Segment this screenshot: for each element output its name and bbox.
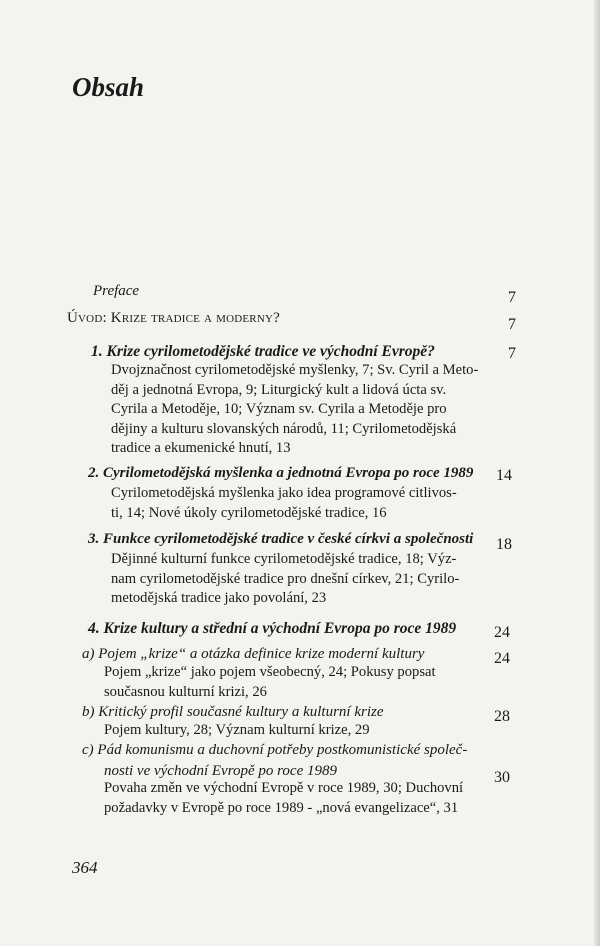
toc-chapter-1-description: Dvojznačnost cyrilometodějské myšlenky, 7; Sv. Cyril a Meto- děj a jednotná Evropa, 9; Liturgický kult a lidová úcta sv. Cyrila a Metoděje, 10; Význam sv. Cyrila a Metoděje pro dějiny a kulturu slovanských národů, 11; Cyrilometodějská tradice a ekumenické hnutí, 13 — [111, 362, 479, 457]
toc-chapter-4-page: 24 — [494, 624, 510, 641]
toc-section-4b-description: Pojem kultury, 28; Význam kulturní krize, 29 — [104, 722, 370, 738]
toc-intro-page: 7 — [508, 316, 516, 333]
toc-chapter-1-title[interactable]: 1. Krize cyrilometodějské tradice ve východní Evropě? — [91, 343, 435, 360]
toc-chapter-3-title[interactable]: 3. Funkce cyrilometodějské tradice v české církvi a společnosti — [88, 531, 474, 547]
toc-chapter-3-page: 18 — [496, 536, 512, 553]
toc-chapter-4-title[interactable]: 4. Krize kultury a střední a východní Evropa po roce 1989 — [88, 620, 457, 637]
toc-section-4c-page: 30 — [494, 769, 510, 786]
toc-preface-page: 7 — [508, 289, 516, 306]
toc-chapter-2-title[interactable]: 2. Cyrilometodějská myšlenka a jednotná Evropa po roce 1989 — [88, 465, 474, 481]
page-title: Obsah — [72, 72, 145, 102]
toc-chapter-1-page: 7 — [508, 345, 516, 362]
toc-chapter-2-page: 14 — [496, 467, 512, 484]
toc-section-4c-title-line2[interactable]: nosti ve východní Evropě po roce 1989 — [104, 763, 337, 779]
toc-section-4b-page: 28 — [494, 708, 510, 725]
toc-chapter-3-description: Dějinné kulturní funkce cyrilometodějské tradice, 18; Výz- nam cyrilometodějské tradice pro dnešní církev, 21; Cyrilo- metodějská tradice jako povolání, 23 — [111, 551, 460, 607]
page-number: 364 — [72, 858, 98, 877]
toc-chapter-2-description: Cyrilometodějská myšlenka jako idea programové citlivos- ti, 14; Nové úkoly cyrilometodějské tradice, 16 — [111, 485, 457, 521]
toc-preface-label[interactable]: Preface — [93, 283, 140, 299]
toc-section-4a-description: Pojem „krize“ jako pojem všeobecný, 24; Pokusy popsat současnou kulturní krizi, 26 — [104, 664, 436, 700]
toc-section-4a-page: 24 — [494, 650, 510, 667]
toc-section-4a-title[interactable]: a) Pojem „krize“ a otázka definice krize moderní kultury — [82, 646, 425, 662]
toc-section-4b-title[interactable]: b) Kritický profil současné kultury a kulturní krize — [82, 704, 384, 720]
toc-section-4c-title-line1[interactable]: c) Pád komunismu a duchovní potřeby postkomunistické společ- — [82, 742, 468, 758]
toc-section-4c-description: Povaha změn ve východní Evropě v roce 1989, 30; Duchovní požadavky v Evropě po roce 1989 - „nová evangelizace“, 31 — [104, 780, 464, 816]
toc-intro-label[interactable]: Úvod: Krize tradice a moderny? — [67, 310, 280, 326]
